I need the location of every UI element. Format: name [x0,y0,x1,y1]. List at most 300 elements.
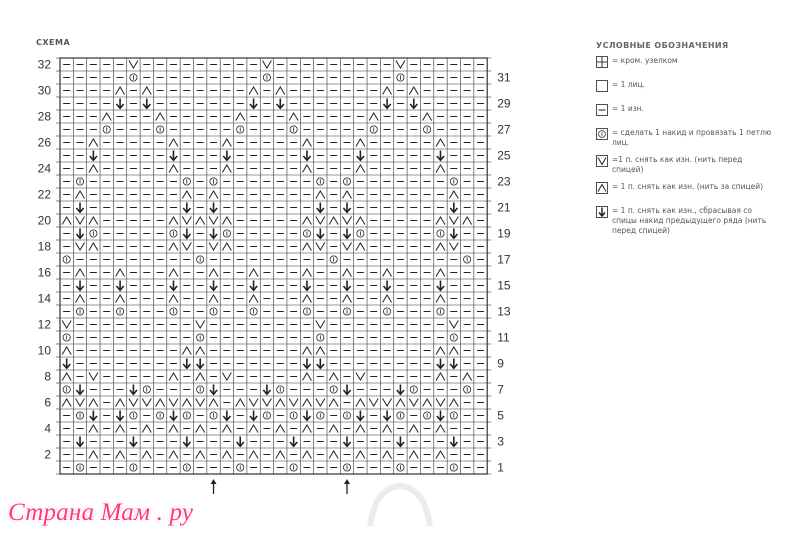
stitch-slip-back [463,217,472,225]
stitch-slip-back [196,347,205,355]
stitch-slip-back [329,451,338,459]
stitch-slip-back [169,373,178,381]
stitch-slip-back [329,425,338,433]
stitch-slip-drop [343,229,350,239]
stitch-slip-drop [437,151,444,161]
stitch-slip-drop [76,437,83,447]
stitch-slip-front [76,243,85,251]
row-number-left: 16 [37,265,51,280]
stitch-slip-back [249,425,258,433]
stitch-slip-back [209,399,218,407]
stitch-yarn-over-knit [76,178,83,185]
stitch-slip-back [409,425,418,433]
stitch-slip-back [409,451,418,459]
stitch-slip-back [463,373,472,381]
stitch-yarn-over-knit [183,412,190,419]
stitch-slip-back [62,217,71,225]
row-number-right: 5 [497,408,504,423]
stitch-slip-back [116,87,125,95]
stitch-slip-back [169,165,178,173]
stitch-slip-back [89,451,98,459]
legend [596,56,776,243]
column-markers [211,479,351,494]
row-number-left: 20 [37,213,51,228]
stitch-slip-back [449,347,458,355]
stitch-slip-drop [63,359,70,369]
legend-item [596,104,776,121]
stitch-slip-back [356,399,365,407]
stitch-yarn-over-knit [424,126,431,133]
site-watermark: Страна Мам . ру [8,499,194,526]
stitch-slip-front [316,217,325,225]
stitch-slip-back [449,399,458,407]
stitch-slip-back [196,373,205,381]
stitch-slip-back [76,295,85,303]
stitch-slip-front [262,399,271,407]
stitch-slip-drop [397,437,404,447]
stitch-slip-drop [303,281,310,291]
stitch-slip-drop [450,437,457,447]
row-number-right: 15 [497,278,511,293]
stitch-slip-back [436,347,445,355]
row-number-right: 3 [497,434,504,449]
stitch-slip-back [409,87,418,95]
stitch-yarn-over-knit [437,308,444,315]
stitch-slip-drop [223,151,230,161]
stitch-slip-back [222,243,231,251]
legend-text: = сделать 1 накид и провязать 1 петлю лиц. [612,128,772,147]
stitch-slip-back [329,373,338,381]
edge-stitch-icon [596,55,608,73]
stitch-slip-back [209,269,218,277]
stitch-slip-back [316,191,325,199]
stitch-slip-drop [237,437,244,447]
stitch-slip-back [302,295,311,303]
stitch-yarn-over-knit [170,308,177,315]
stitch-slip-front [316,243,325,251]
stitch-slip-back [89,243,98,251]
stitch-yarn-over-knit [410,386,417,393]
stitch-slip-back [343,191,352,199]
stitch-slip-back [356,451,365,459]
stitch-slip-drop [143,99,150,109]
stitch-yarn-over-knit [76,412,83,419]
stitch-yarn-over-knit [63,256,70,263]
stitch-slip-back [356,165,365,173]
row-number-right: 25 [497,148,511,163]
stitch-slip-back [62,347,71,355]
stitch-slip-drop [317,203,324,213]
stitch-slip-drop [223,411,230,421]
row-number-right: 11 [497,330,510,345]
stitch-slip-back [356,217,365,225]
stitch-slip-drop [383,99,390,109]
stitch-slip-front [436,399,445,407]
stitch-slip-front [262,61,271,69]
stitch-slip-back [196,451,205,459]
row-number-left: 4 [44,421,51,436]
stitch-slip-front [129,61,138,69]
stitch-yarn-over-knit [210,178,217,185]
stitch-yarn-over-knit [383,308,390,315]
stitch-slip-back [276,451,285,459]
stitch-slip-back [356,243,365,251]
repeat-marker-arrow-icon [211,479,217,494]
stitch-slip-drop [197,359,204,369]
stitch-yarn-over-knit [90,230,97,237]
stitch-slip-drop [357,151,364,161]
stitch-slip-drop [183,229,190,239]
stitch-yarn-over-knit [464,386,471,393]
stitch-slip-drop [303,359,310,369]
stitch-slip-drop [90,151,97,161]
stitch-slip-drop [210,385,217,395]
stitch-slip-back [142,425,151,433]
stitch-yarn-over-knit [157,412,164,419]
legend-text: = 1 п. снять как изн., сбрасывая со спицы накид предыдущего ряда (нить перед спицей) [612,206,767,235]
stitch-slip-drop [116,281,123,291]
stitch-slip-front [356,373,365,381]
stitch-slip-drop [170,281,177,291]
stitch-slip-back [156,399,165,407]
stitch-slip-back [116,425,125,433]
stitch-slip-back [302,243,311,251]
stitch-slip-back [142,87,151,95]
stitch-slip-back [89,165,98,173]
stitch-slip-drop [343,437,350,447]
stitch-yarn-over-knit [330,386,337,393]
stitch-slip-front [449,321,458,329]
row-number-right: 23 [497,174,511,189]
stitch-slip-front [196,321,205,329]
stitch-yarn-over-knit [450,334,457,341]
stitch-slip-drop [303,151,310,161]
stitch-slip-back [383,269,392,277]
row-number-left: 2 [44,447,51,462]
stitch-slip-back [222,217,231,225]
stitch-yarn-over-knit [343,412,350,419]
row-number-left: 10 [37,343,51,358]
stitch-yarn-over-knit [450,464,457,471]
stitch-slip-back [209,295,218,303]
stitch-slip-back [302,373,311,381]
stitch-yarn-over-knit [183,178,190,185]
stitch-slip-back [222,139,231,147]
legend-text: = 1 изн. [612,104,644,113]
stitch-slip-back [222,165,231,173]
stitch-slip-back [222,451,231,459]
stitch-slip-drop [90,411,97,421]
repeat-marker-arrow-icon [344,479,350,494]
stitch-slip-front [343,217,352,225]
stitch-yarn-over-knit [330,256,337,263]
stitch-slip-drop [410,99,417,109]
slip-drop-icon [596,205,608,223]
stitch-slip-back [249,87,258,95]
stitch-slip-drop [183,359,190,369]
stitch-slip-back [62,399,71,407]
legend-item [596,128,776,148]
stitch-slip-drop [183,203,190,213]
stitch-yarn-over-knit [343,464,350,471]
row-number-right: 29 [497,96,511,111]
stitch-yarn-over-knit [397,412,404,419]
stitch-slip-back [116,295,125,303]
stitch-yarn-over-knit [63,386,70,393]
stitch-yarn-over-knit [263,74,270,81]
stitch-slip-back [436,373,445,381]
stitch-slip-drop [210,229,217,239]
yarn-over-icon [596,127,608,145]
stitch-slip-drop [210,203,217,213]
stitch-slip-back [423,399,432,407]
stitch-slip-drop [303,411,310,421]
stitch-slip-back [302,217,311,225]
stitch-yarn-over-knit [424,412,431,419]
stitch-slip-front [196,399,205,407]
stitch-slip-back [436,425,445,433]
scheme-title: СХЕМА [36,38,71,47]
stitch-yarn-over-knit [197,256,204,263]
stitch-slip-back [302,269,311,277]
stitch-yarn-over-knit [397,464,404,471]
stitch-yarn-over-knit [210,412,217,419]
legend-text: = 1 лиц. [612,80,645,89]
row-number-left: 14 [37,291,51,306]
stitch-slip-back [169,139,178,147]
stitch-yarn-over-knit [370,126,377,133]
stitch-yarn-over-knit [170,230,177,237]
stitch-slip-drop [76,385,83,395]
stitch-slip-drop [116,411,123,421]
stitch-yarn-over-knit [397,74,404,81]
stitch-slip-back [142,451,151,459]
stitch-slip-front [209,243,218,251]
stitch-slip-back [169,451,178,459]
stitch-slip-back [436,165,445,173]
row-number-right: 9 [497,356,504,371]
stitch-slip-front [249,399,258,407]
background-logo-icon [360,478,440,528]
stitch-slip-back [249,295,258,303]
stitch-slip-back [182,347,191,355]
stitch-slip-front [169,399,178,407]
stitch-slip-drop [290,437,297,447]
stitch-slip-back [343,269,352,277]
stitch-slip-front [383,399,392,407]
stitch-slip-drop [450,229,457,239]
stitch-slip-drop [170,151,177,161]
stitch-slip-back [182,399,191,407]
stitch-slip-front [396,61,405,69]
legend-item [596,155,776,175]
stitch-slip-front [409,399,418,407]
stitch-slip-back [302,347,311,355]
stitch-yarn-over-knit [197,386,204,393]
stitch-slip-drop [76,229,83,239]
stitch-yarn-over-knit [290,412,297,419]
stitch-slip-drop [357,411,364,421]
stitch-slip-back [383,451,392,459]
stitch-slip-back [383,87,392,95]
stitch-slip-drop [210,281,217,291]
stitch-slip-back [102,113,111,121]
stitch-yarn-over-knit [103,126,110,133]
stitch-slip-back [209,191,218,199]
stitch-yarn-over-knit [76,464,83,471]
stitch-slip-back [89,425,98,433]
stitch-yarn-over-knit [130,464,137,471]
legend-text: =1 п. снять как изн. (нить перед спицей) [612,155,743,174]
stitch-yarn-over-knit [290,126,297,133]
row-number-left: 26 [37,135,51,150]
stitch-slip-back [383,425,392,433]
stitch-slip-drop [383,411,390,421]
stitch-slip-back [156,113,165,121]
stitch-slip-front [62,321,71,329]
stitch-yarn-over-knit [76,308,83,315]
stitch-slip-drop [76,203,83,213]
stitch-slip-back [329,217,338,225]
stitch-yarn-over-knit [250,308,257,315]
row-number-right: 27 [497,122,511,137]
stitch-slip-back [436,451,445,459]
stitch-yarn-over-knit [130,74,137,81]
slip-front-icon [596,154,608,172]
stitch-yarn-over-knit [450,412,457,419]
stitch-slip-drop [130,437,137,447]
row-number-left: 12 [37,317,51,332]
stitch-slip-front [182,243,191,251]
stitch-yarn-over-knit [317,334,324,341]
stitch-slip-front [449,217,458,225]
stitch-slip-drop [343,385,350,395]
stitch-slip-back [76,269,85,277]
stitch-slip-drop [437,411,444,421]
stitch-slip-front [369,399,378,407]
stitch-slip-drop [437,281,444,291]
stitch-yarn-over-knit [357,230,364,237]
stitch-slip-back [343,295,352,303]
stitch-slip-back [169,217,178,225]
chart-grid [56,58,491,474]
stitch-slip-back [76,191,85,199]
stitch-slip-back [356,425,365,433]
stitch-yarn-over-knit [277,386,284,393]
stitch-slip-back [222,425,231,433]
stitch-yarn-over-knit [317,412,324,419]
row-number-left: 24 [37,161,51,176]
stitch-slip-drop [437,359,444,369]
row-number-right: 21 [497,200,511,215]
row-number-right: 17 [497,252,511,267]
stitch-slip-back [356,139,365,147]
stitch-slip-drop [250,411,257,421]
stitch-slip-back [276,87,285,95]
row-number-left: 28 [37,109,51,124]
stitch-slip-back [62,373,71,381]
stitch-slip-back [169,243,178,251]
stitch-slip-drop [450,359,457,369]
stitch-slip-back [449,191,458,199]
stitch-slip-drop [397,385,404,395]
stitch-slip-back [196,217,205,225]
stitch-slip-back [383,295,392,303]
stitch-slip-back [302,139,311,147]
stitch-slip-drop [317,359,324,369]
stitch-slip-back [196,425,205,433]
stitch-slip-back [89,139,98,147]
stitch-slip-front [209,217,218,225]
stitch-slip-drop [250,99,257,109]
stitch-slip-drop [263,385,270,395]
stitch-slip-back [276,425,285,433]
row-number-left: 22 [37,187,51,202]
stitch-slip-front [449,243,458,251]
stitch-yarn-over-knit [197,334,204,341]
row-number-right: 1 [497,460,504,475]
stitch-yarn-over-knit [464,256,471,263]
stitch-yarn-over-knit [116,308,123,315]
knit-icon [596,79,608,97]
stitch-slip-drop [170,411,177,421]
stitch-slip-back [436,217,445,225]
stitch-slip-front [343,243,352,251]
stitch-slip-drop [130,385,137,395]
stitch-slip-back [169,295,178,303]
stitch-slip-back [369,113,378,121]
stitch-slip-back [89,399,98,407]
stitch-slip-back [302,399,311,407]
stitch-slip-back [89,217,98,225]
stitch-slip-drop [250,281,257,291]
stitch-slip-back [169,425,178,433]
row-number-left: 32 [37,57,51,72]
stitch-yarn-over-knit [130,412,137,419]
stitch-slip-back [302,451,311,459]
stitch-yarn-over-knit [343,178,350,185]
stitch-slip-back [276,399,285,407]
stitch-slip-drop [343,281,350,291]
stitch-slip-front [289,399,298,407]
stitch-yarn-over-knit [223,230,230,237]
stitch-slip-back [236,113,245,121]
stitch-slip-front [182,217,191,225]
stitch-slip-back [436,243,445,251]
stitch-slip-back [423,113,432,121]
stitch-slip-back [316,347,325,355]
stitch-slip-back [249,269,258,277]
legend-text: = 1 п. снять как изн. (нить за спицей) [612,182,764,191]
purl-icon [596,103,608,121]
stitch-slip-drop [343,203,350,213]
stitch-slip-back [302,165,311,173]
stitch-yarn-over-knit [63,334,70,341]
stitch-slip-back [436,139,445,147]
stitch-slip-drop [76,281,83,291]
stitch-slip-drop [317,229,324,239]
legend-item [596,206,776,236]
stitch-slip-back [182,191,191,199]
stitch-slip-front [76,217,85,225]
stitch-yarn-over-knit [303,308,310,315]
stitch-slip-back [169,269,178,277]
stitch-slip-back [236,399,245,407]
stitch-slip-back [302,425,311,433]
stitch-slip-drop [450,203,457,213]
stitch-slip-back [436,269,445,277]
stitch-slip-front [89,373,98,381]
